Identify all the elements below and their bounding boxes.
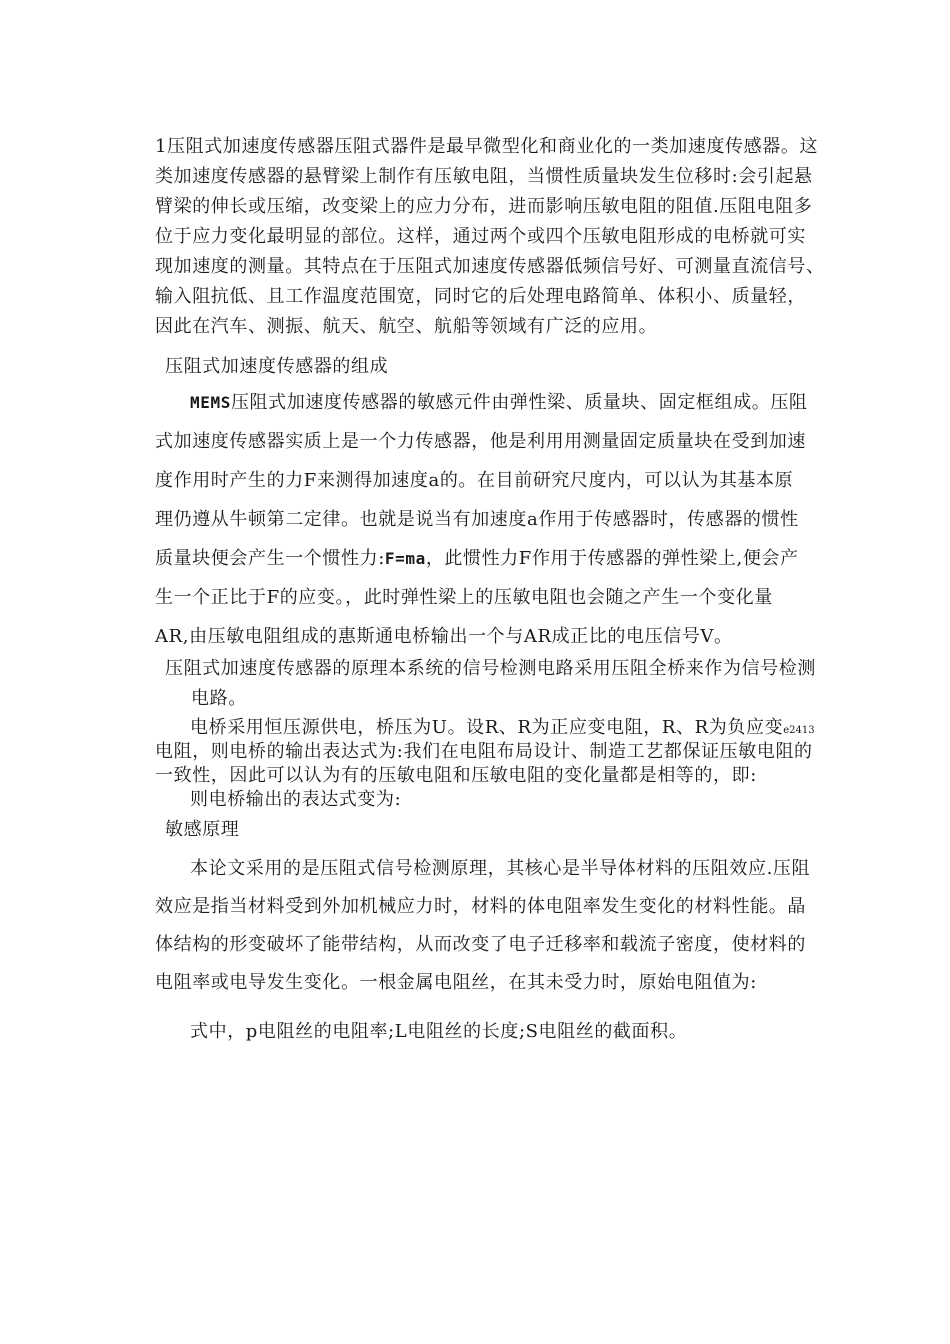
heading-text: 压阻式加速度传感器的原理本系统的信号检测电路采用压阻全桥来作为信号检测 [165, 658, 816, 679]
paragraph-intro [155, 132, 825, 342]
heading-text: 电路。 [191, 688, 247, 709]
paragraph-mems [155, 383, 808, 656]
text-line: 电阻，则电桥的输出表达式为:我们在电阻布局设计、制造工艺都保证压敏电阻的 [155, 741, 813, 762]
text-line: 理仍遵从牛顿第二定律。也就是说当有加速度a作用于传感器时，传感器的惯性 [155, 509, 799, 530]
text-line: 效应是指当材料受到外加机械应力时，材料的体电阻率发生变化的材料性能。晶 [155, 896, 806, 917]
formula-f-ma: F=ma [384, 549, 426, 568]
mems-term: MEMS [190, 393, 231, 412]
text-line [155, 716, 815, 740]
text-run: ，此惯性力F作用于传感器的弹性梁上,便会产 [425, 548, 799, 569]
text-line: 体结构的形变破坏了能带结构，从而改变了电子迁移率和载流子密度，使材料的 [155, 934, 806, 955]
text-line: 生一个正比于F的应变。，此时弹性梁上的压敏电阻也会随之产生一个变化量 [155, 587, 773, 608]
text-line: 输入阻抗低、且工作温度范围宽，同时它的后处理电路简单、体积小、质量轻， [155, 286, 806, 307]
text-run: 电桥采用恒压源供电，桥压为U。设R、R为正应变电阻，R、R为负应变 [190, 717, 784, 738]
paragraph-formula-note [190, 1017, 687, 1047]
text-line: 一致性，因此可以认为有的压敏电阻和压敏电阻的变化量都是相等的，即: [155, 765, 757, 786]
text-run: 质量块便会产生一个惯性力: [155, 548, 385, 569]
text-line: 度作用时产生的力F来测得加速度a的。在目前研究尺度内，可以认为其基本原 [155, 470, 794, 491]
text-line: 电阻率或电导发生变化。一根金属电阻丝，在其未受力时，原始电阻值为: [155, 972, 757, 993]
paragraph-bridge [155, 716, 815, 812]
text-line: 1压阻式加速度传感器压阻式器件是最早微型化和商业化的一类加速度传感器。这 [155, 136, 819, 157]
heading-text: 压阻式加速度传感器的组成 [165, 356, 389, 377]
text-run: 压阻式加速度传感器的敏感元件由弹性梁、质量块、固定框组成。压阻 [230, 392, 808, 413]
heading-text: 敏感原理 [165, 819, 240, 840]
section-heading-sensing [165, 815, 239, 845]
text-line: 类加速度传感器的悬臂梁上制作有压敏电阻，当惯性质量块发生位移时:会引起悬 [155, 166, 813, 187]
paragraph-sensing [155, 850, 810, 1002]
subscript-indices: e2413 [783, 725, 815, 736]
text-line: 则电桥输出的表达式变为: [190, 789, 402, 810]
text-line: 现加速度的测量。其特点在于压阻式加速度传感器低频信号好、可测量直流信号、 [155, 256, 825, 277]
text-line: 式中，p电阻丝的电阻率;L电阻丝的长度;S电阻丝的截面积。 [190, 1021, 688, 1042]
text-line: 位于应力变化最明显的部位。这样，通过两个或四个压敏电阻形成的电桥就可实 [155, 226, 806, 247]
text-line: 臂梁的伸长或压缩，改变梁上的应力分布，进而影响压敏电阻的阻值.压阻电阻多 [155, 196, 813, 217]
text-line [155, 383, 808, 422]
text-line: 本论文采用的是压阻式信号检测原理，其核心是半导体材料的压阻效应.压阻 [190, 858, 811, 879]
text-line: 因此在汽车、测振、航天、航空、航船等领域有广泛的应用。 [155, 316, 658, 337]
section-heading-composition [165, 352, 388, 382]
text-line [155, 539, 808, 578]
text-line: AR,由压敏电阻组成的惠斯通电桥输出一个与AR成正比的电压信号V。 [155, 626, 733, 647]
section-heading-principle [165, 654, 816, 714]
text-line: 式加速度传感器实质上是一个力传感器，他是利用用测量固定质量块在受到加速 [155, 431, 806, 452]
